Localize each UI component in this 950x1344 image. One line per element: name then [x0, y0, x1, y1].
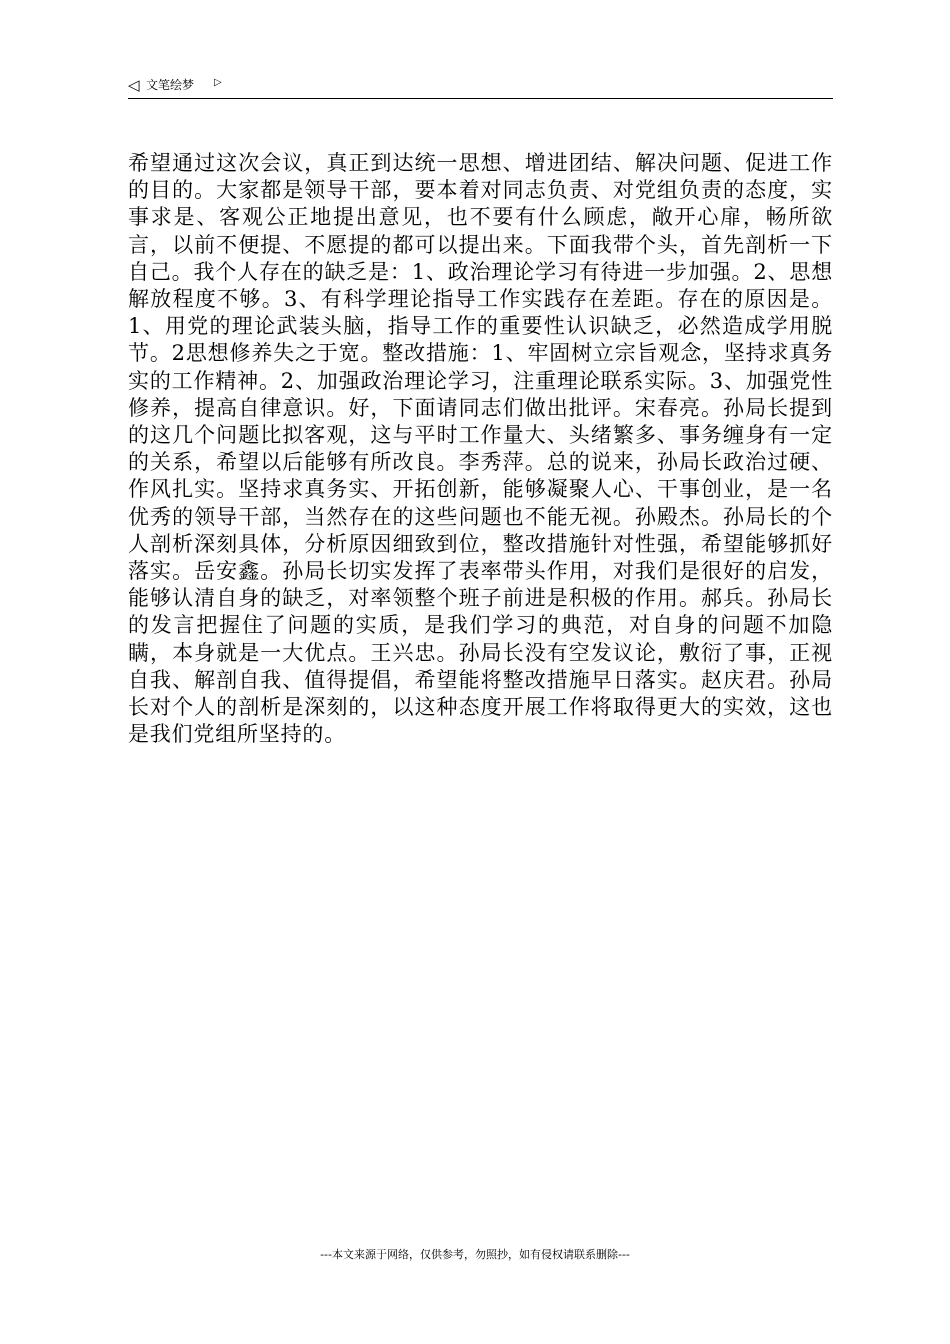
triangle-right-icon: ▷	[214, 77, 222, 88]
header-title: 文笔绘梦	[146, 78, 195, 92]
page-header	[128, 76, 833, 99]
triangle-left-icon: ◁	[128, 76, 140, 94]
page-footer: ---本文来源于网络，仅供参考，勿照抄，如有侵权请联系删除---	[320, 1248, 630, 1261]
body-paragraph: 希望通过这次会议，真正到达统一思想、增进团结、解决问题、促进工作的目的。大家都是领导干部，要本着对同志负责、对党组负责的态度，实事求是、客观公正地提出意见，也不要有什么顾虑，敞开心扉，畅所欲言，以前不便提、不愿提的都可以提出来。下面我带个头，首先剖析一下自己。我个人存在的缺乏是：1、政治理论学习有待进一步加强。2、思想解放程度不够。3、有科学理论指导工作实践存在差距。存在的原因是。1、用党的理论武装头脑，指导工作的重要性认识缺乏，必然造成学用脱节。2思想修养失之于宽。整改措施：1、牢固树立宗旨观念，坚持求真务实的工作精神。2、加强政治理论学习，注重理论联系实际。3、加强党性修养，提高自律意识。好，下面请同志们做出批评。宋春亮。孙局长提到的这几个问题比拟客观，这与平时工作量大、头绪繁多、事务缠身有一定的关系，希望以后能够有所改良。李秀萍。总的说来，孙局长政治过硬、作风扎实。坚持求真务实、开拓创新，能够凝聚人心、干事创业，是一名优秀的领导干部，当然存在的这些问题也不能无视。孙殿杰。孙局长的个人剖析深刻具体，分析原因细致到位，整改措施针对性强，希望能够抓好落实。岳安鑫。孙局长切实发挥了表率带头作用，对我们是很好的启发，能够认清自身的缺乏，对率领整个班子前进是积极的作用。郝兵。孙局长的发言把握住了问题的实质，是我们学习的典范，对自身的问题不加隐瞒，本身就是一大优点。王兴忠。孙局长没有空发议论，敷衍了事，正视自我、解剖自我、值得提倡，希望能将整改措施早日落实。赵庆君。孙局长对个人的剖析是深刻的，以这种态度开展工作将取得更大的实效，这也是我们党组所坚持的。	[128, 151, 833, 747]
